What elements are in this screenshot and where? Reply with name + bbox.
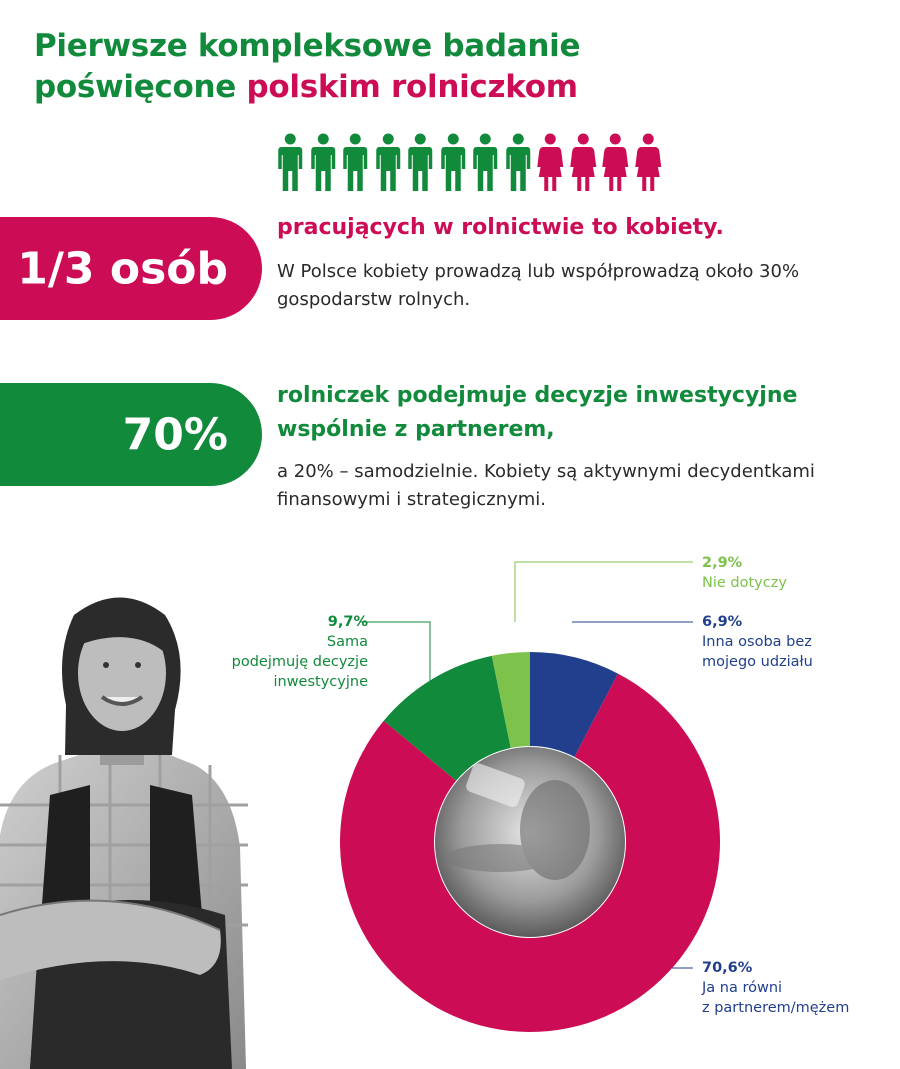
- page-title: [34, 26, 580, 108]
- label-green-line2: podejmuję decyzje: [231, 654, 368, 670]
- woman-icon: [599, 133, 632, 193]
- label-blue-value: 6,9%: [702, 614, 743, 630]
- label-pink-value: 70,6%: [702, 960, 753, 976]
- stat2-body: a 20% – samodzielnie. Kobiety są aktywnymi decydentkami finansowymi i strategicznymi.: [277, 461, 815, 510]
- label-blue-line2: mojego udziału: [702, 654, 813, 670]
- man-icon: [274, 133, 307, 193]
- man-icon: [404, 133, 437, 193]
- man-icon: [502, 133, 535, 193]
- label-green-line3: inwestycyjne: [273, 674, 368, 690]
- stat2-pill: [0, 383, 262, 486]
- man-icon: [372, 133, 405, 193]
- label-inna-osoba: [702, 612, 813, 672]
- title-line-2-prefix: poświęcone: [34, 69, 236, 105]
- label-nie-dotyczy: [702, 553, 787, 593]
- stat2-value: 70%: [122, 409, 228, 460]
- leader-line-light: [515, 562, 693, 622]
- title-line-2-highlight: polskim rolniczkom: [246, 69, 578, 105]
- woman-icon: [534, 133, 567, 193]
- people-icon-row: [274, 133, 664, 193]
- stat1-pill: [0, 217, 262, 320]
- label-ja-na-rowni: [702, 958, 849, 1018]
- label-light-line1: Nie dotyczy: [702, 575, 787, 591]
- label-sama: [200, 612, 368, 692]
- label-green-value: 9,7%: [327, 614, 368, 630]
- stat1-body: W Polsce kobiety prowadzą lub współprowadzą około 30% gospodarstw rolnych.: [277, 261, 800, 310]
- woman-icon: [632, 133, 665, 193]
- man-icon: [307, 133, 340, 193]
- title-line-1: Pierwsze kompleksowe badanie: [34, 28, 581, 64]
- stat2-headline: rolniczek podejmuje decyzje inwestycyjne wspólnie z partnerem,: [277, 383, 798, 442]
- stat1-value: 1/3 osób: [17, 243, 228, 294]
- label-green-line1: Sama: [326, 634, 368, 650]
- label-pink-line1: Ja na równi: [702, 980, 783, 996]
- man-icon: [437, 133, 470, 193]
- label-blue-line1: Inna osoba bez: [702, 634, 812, 650]
- man-icon: [339, 133, 372, 193]
- woman-icon: [567, 133, 600, 193]
- label-light-value: 2,9%: [702, 555, 743, 571]
- stat1-headline: pracujących w rolnictwie to kobiety.: [277, 215, 724, 240]
- man-icon: [469, 133, 502, 193]
- label-pink-line2: z partnerem/mężem: [702, 1000, 850, 1016]
